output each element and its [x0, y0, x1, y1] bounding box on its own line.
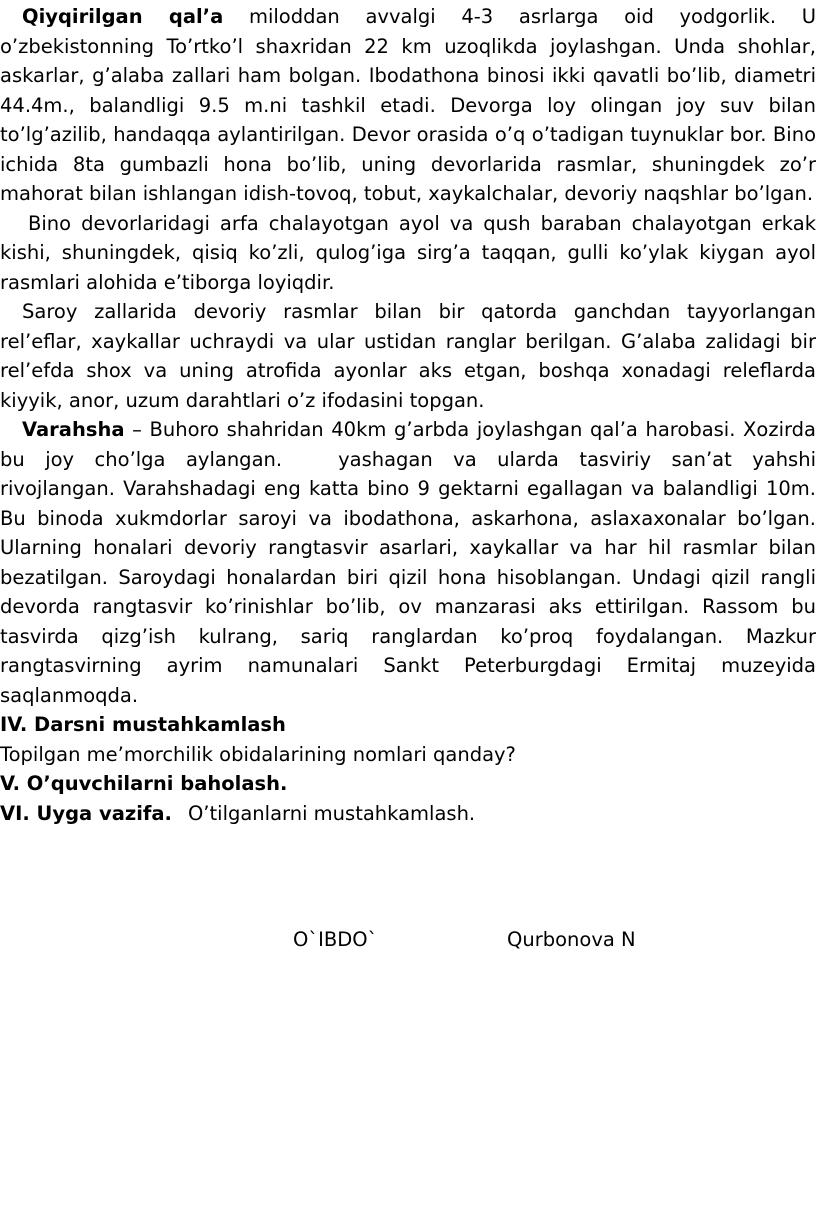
paragraph-wall-paintings [0, 209, 816, 298]
term-varahsha: Varahsha [22, 418, 125, 441]
document-body [0, 2, 816, 828]
paragraph-text: – Buhoro shahridan 40km g’arbda joylashgan qal’a harobasi. Xozirda bu joy cho’lga aylangan. [0, 418, 816, 471]
paragraph-text: yashagan va ularda tasviriy san’at yahshi rivojlangan. Varahshadagi eng katta bino 9 gektarni egallagan va balandligi 10m. Bu binoda xukmdorlar saroyi va ibodathona, askarhona, aslaxaxonalar bo’lgan. Ularning honalari devoriy rangtasvir asarlari, xaykallar va har hil rasmlar bilan bezatilgan. Saroydagi honalardan biri qizil hona hisoblangan. Undagi qizil rangli devorda rangtasvir ko’rinishlar bo’lib, ov manzarasi aks ettirilgan. Rassom bu tasvirda qizg’ish kulrang, sariq ranglardan ko’proq foydalangan. Mazkur rangtasvirning ayrim namunalari Sankt Peterburgdagi Ermitaj muzeyida saqlanmoqda. [0, 447, 816, 707]
paragraph-text: Bino devorlaridagi arfa chalayotgan ayol va qush baraban chalayotgan erkak kishi, shuningdek, qisiq ko’zli, qulog’iga sirg’a taqqan, gulli ko’ylak kiygan ayol rasmlari alohida e’tiborga loyiqdir. [0, 211, 816, 294]
paragraph-palace-reliefs [0, 297, 816, 415]
term-qiyqirilgan-qala: Qiyqirilgan qal’a [22, 5, 224, 28]
signature-role: O`IBDO` [293, 928, 378, 951]
section-heading-vi [0, 799, 816, 829]
section-question: Topilgan me’morchilik obidalarining nomlari qanday? [0, 742, 516, 766]
paragraph-text: miloddan avvalgi 4-3 asrlarga oid yodgorlik. U o’zbekistonning To’rtko’l shaxridan 22 km uzoqlikda joylashgan. Unda shohlar, askarlar, g’alaba zallari ham bolgan. Ibodathona binosi ikki qavatli bo’lib, diametri 44.4m., balandligi 9.5 m.ni tashkil etadi. Devorga loy olingan joy suv bilan to’lg’azilib, handaqqa aylantirilgan. Devor orasida o’q o’tadigan tuynuklar bor. Bino ichida 8ta gumbazli hona bo’lib, uning devorlarida rasmlar, shuningdek zo’r mahorat bilan ishlangan idish-tovoq, tobut, xaykalchalar, devoriy naqshlar bo’lgan. [0, 5, 816, 205]
paragraph-qiyqirilgan-qala [0, 2, 816, 209]
homework-text: O’tilganlarni mustahkamlash. [187, 801, 476, 825]
signature-name: Qurbonova N [507, 928, 636, 951]
section-heading-v: V. O’quvchilarni baholash. [0, 772, 288, 795]
paragraph-varahsha [0, 415, 816, 710]
section-heading-iv: IV. Darsni mustahkamlash [0, 713, 286, 736]
signature-line [0, 928, 816, 958]
paragraph-text: Saroy zallarida devoriy rasmlar bilan bir qatorda ganchdan tayyorlangan rel’eflar, xaykallar uchraydi va ular ustidan ranglar berilgan. G’alaba zalidagi bir rel’efda shox va uning atrofida ayonlar aks etgan, boshqa xonadagi releflarda kiyyik, anor, uzum darahtlari o’z ifodasini topgan. [0, 300, 816, 412]
homework-label: VI. Uyga vazifa. [0, 801, 172, 825]
